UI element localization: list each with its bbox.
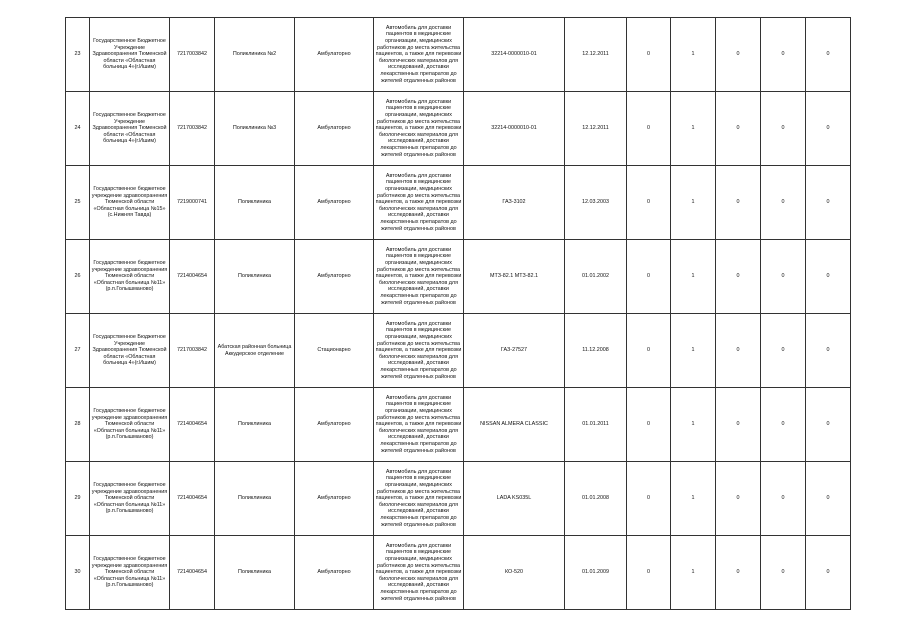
department-cell: Поликлиника <box>215 166 295 240</box>
indicator-4-cell: 0 <box>761 388 806 462</box>
vehicle-model-cell: КО-520 <box>464 536 565 610</box>
inn-cell: 7219000741 <box>170 166 215 240</box>
organization-name-cell: Государственное бюджетное учреждение здравоохранения Тюменской области «Областная больница №11» (р.п.Голышманово) <box>90 240 170 314</box>
department-cell: Поликлиника <box>215 462 295 536</box>
vehicle-model-cell: NISSAN ALMERA CLASSIC <box>464 388 565 462</box>
row-number-cell: 25 <box>66 166 90 240</box>
vehicle-purpose-cell: Автомобиль для доставки пациентов в медицинские организации, медицинских работников до места жительства пациентов, а также для перевозки биологических материалов для исследований, доставки лекарственных препаратов до жителей отдаленных районов <box>374 388 464 462</box>
vehicle-model-cell: LADA KS035L <box>464 462 565 536</box>
care-type-cell: Амбулаторно <box>295 388 374 462</box>
organization-name-cell: Государственное бюджетное учреждение здравоохранения Тюменской области «Областная больница №11» (р.п.Голышманово) <box>90 536 170 610</box>
vehicle-model-cell: 32214-0000010-01 <box>464 18 565 92</box>
inn-cell: 7214004654 <box>170 240 215 314</box>
department-cell: Поликлиника <box>215 388 295 462</box>
indicator-3-cell: 0 <box>716 166 761 240</box>
indicator-5-cell: 0 <box>806 166 851 240</box>
table-row <box>66 536 851 610</box>
indicator-5-cell: 0 <box>806 462 851 536</box>
care-type-cell: Амбулаторно <box>295 462 374 536</box>
organization-name-cell: Государственное Бюджетное Учреждение Здравоохранения Тюменской области «Областная больница 4»(г.Ишим) <box>90 314 170 388</box>
registration-date-cell: 01.01.2002 <box>565 240 627 314</box>
table-row <box>66 166 851 240</box>
care-type-cell: Амбулаторно <box>295 536 374 610</box>
indicator-4-cell: 0 <box>761 314 806 388</box>
vehicle-purpose-cell: Автомобиль для доставки пациентов в медицинские организации, медицинских работников до места жительства пациентов, а также для перевозки биологических материалов для исследований, доставки лекарственных препаратов до жителей отдаленных районов <box>374 462 464 536</box>
indicator-5-cell: 0 <box>806 314 851 388</box>
indicator-1-cell: 0 <box>627 166 671 240</box>
indicator-4-cell: 0 <box>761 240 806 314</box>
vehicle-model-cell: МТЗ-82.1 МТЗ-82.1 <box>464 240 565 314</box>
indicator-3-cell: 0 <box>716 388 761 462</box>
inn-cell: 7214004654 <box>170 462 215 536</box>
indicator-3-cell: 0 <box>716 92 761 166</box>
vehicle-purpose-cell: Автомобиль для доставки пациентов в медицинские организации, медицинских работников до места жительства пациентов, а также для перевозки биологических материалов для исследований, доставки лекарственных препаратов до жителей отдаленных районов <box>374 166 464 240</box>
indicator-1-cell: 0 <box>627 92 671 166</box>
registration-date-cell: 01.01.2008 <box>565 462 627 536</box>
table-row <box>66 92 851 166</box>
indicator-4-cell: 0 <box>761 536 806 610</box>
inn-cell: 7217003842 <box>170 92 215 166</box>
row-number-cell: 28 <box>66 388 90 462</box>
department-cell: Поликлиника <box>215 536 295 610</box>
indicator-4-cell: 0 <box>761 462 806 536</box>
indicator-3-cell: 0 <box>716 462 761 536</box>
registration-date-cell: 01.01.2009 <box>565 536 627 610</box>
indicator-1-cell: 0 <box>627 388 671 462</box>
row-number-cell: 26 <box>66 240 90 314</box>
table-row <box>66 388 851 462</box>
indicator-3-cell: 0 <box>716 18 761 92</box>
department-cell: Поликлиника №2 <box>215 18 295 92</box>
department-cell: Поликлиника №3 <box>215 92 295 166</box>
inn-cell: 7217003842 <box>170 18 215 92</box>
vehicle-model-cell: ГАЗ-3102 <box>464 166 565 240</box>
indicator-3-cell: 0 <box>716 314 761 388</box>
organization-name-cell: Государственное бюджетное учреждение здравоохранения Тюменской области «Областная больница №15» (с.Нижняя Тавда) <box>90 166 170 240</box>
indicator-2-cell: 1 <box>671 92 716 166</box>
department-cell: Абатская районная больница Аккудерское отделение <box>215 314 295 388</box>
indicator-2-cell: 1 <box>671 314 716 388</box>
registration-date-cell: 11.12.2008 <box>565 314 627 388</box>
indicator-2-cell: 1 <box>671 18 716 92</box>
indicator-1-cell: 0 <box>627 18 671 92</box>
vehicle-model-cell: 32214-0000010-01 <box>464 92 565 166</box>
vehicle-purpose-cell: Автомобиль для доставки пациентов в медицинские организации, медицинских работников до места жительства пациентов, а также для перевозки биологических материалов для исследований, доставки лекарственных препаратов до жителей отдаленных районов <box>374 92 464 166</box>
indicator-5-cell: 0 <box>806 536 851 610</box>
inn-cell: 7214004654 <box>170 536 215 610</box>
care-type-cell: Амбулаторно <box>295 18 374 92</box>
indicator-2-cell: 1 <box>671 240 716 314</box>
row-number-cell: 30 <box>66 536 90 610</box>
indicator-5-cell: 0 <box>806 18 851 92</box>
row-number-cell: 27 <box>66 314 90 388</box>
vehicle-purpose-cell: Автомобиль для доставки пациентов в медицинские организации, медицинских работников до места жительства пациентов, а также для перевозки биологических материалов для исследований, доставки лекарственных препаратов до жителей отдаленных районов <box>374 240 464 314</box>
registration-date-cell: 01.01.2011 <box>565 388 627 462</box>
inn-cell: 7214004654 <box>170 388 215 462</box>
care-type-cell: Амбулаторно <box>295 92 374 166</box>
indicator-1-cell: 0 <box>627 536 671 610</box>
registration-date-cell: 12.03.2003 <box>565 166 627 240</box>
indicator-4-cell: 0 <box>761 92 806 166</box>
table-row <box>66 18 851 92</box>
indicator-4-cell: 0 <box>761 18 806 92</box>
indicator-1-cell: 0 <box>627 314 671 388</box>
care-type-cell: Стационарно <box>295 314 374 388</box>
vehicle-register-table <box>65 17 851 610</box>
organization-name-cell: Государственное Бюджетное Учреждение Здравоохранения Тюменской области «Областная больница 4»(г.Ишим) <box>90 92 170 166</box>
row-number-cell: 23 <box>66 18 90 92</box>
indicator-4-cell: 0 <box>761 166 806 240</box>
care-type-cell: Амбулаторно <box>295 166 374 240</box>
indicator-2-cell: 1 <box>671 166 716 240</box>
vehicle-model-cell: ГАЗ-27527 <box>464 314 565 388</box>
indicator-5-cell: 0 <box>806 92 851 166</box>
care-type-cell: Амбулаторно <box>295 240 374 314</box>
indicator-3-cell: 0 <box>716 240 761 314</box>
organization-name-cell: Государственное бюджетное учреждение здравоохранения Тюменской области «Областная больница №11» (р.п.Голышманово) <box>90 462 170 536</box>
indicator-2-cell: 1 <box>671 536 716 610</box>
indicator-2-cell: 1 <box>671 462 716 536</box>
table-row <box>66 462 851 536</box>
organization-name-cell: Государственное Бюджетное Учреждение Здравоохранения Тюменской области «Областная больница 4»(г.Ишим) <box>90 18 170 92</box>
department-cell: Поликлиника <box>215 240 295 314</box>
indicator-1-cell: 0 <box>627 240 671 314</box>
table-row <box>66 240 851 314</box>
vehicle-purpose-cell: Автомобиль для доставки пациентов в медицинские организации, медицинских работников до места жительства пациентов, а также для перевозки биологических материалов для исследований, доставки лекарственных препаратов до жителей отдаленных районов <box>374 536 464 610</box>
table-body <box>66 18 851 610</box>
registration-date-cell: 12.12.2011 <box>565 92 627 166</box>
registration-date-cell: 12.12.2011 <box>565 18 627 92</box>
indicator-1-cell: 0 <box>627 462 671 536</box>
vehicle-purpose-cell: Автомобиль для доставки пациентов в медицинские организации, медицинских работников до места жительства пациентов, а также для перевозки биологических материалов для исследований, доставки лекарственных препаратов до жителей отдаленных районов <box>374 314 464 388</box>
indicator-2-cell: 1 <box>671 388 716 462</box>
vehicle-purpose-cell: Автомобиль для доставки пациентов в медицинские организации, медицинских работников до места жительства пациентов, а также для перевозки биологических материалов для исследований, доставки лекарственных препаратов до жителей отдаленных районов <box>374 18 464 92</box>
row-number-cell: 24 <box>66 92 90 166</box>
indicator-5-cell: 0 <box>806 240 851 314</box>
indicator-5-cell: 0 <box>806 388 851 462</box>
row-number-cell: 29 <box>66 462 90 536</box>
table-row <box>66 314 851 388</box>
indicator-3-cell: 0 <box>716 536 761 610</box>
organization-name-cell: Государственное бюджетное учреждение здравоохранения Тюменской области «Областная больница №11» (р.п.Голышманово) <box>90 388 170 462</box>
inn-cell: 7217003842 <box>170 314 215 388</box>
